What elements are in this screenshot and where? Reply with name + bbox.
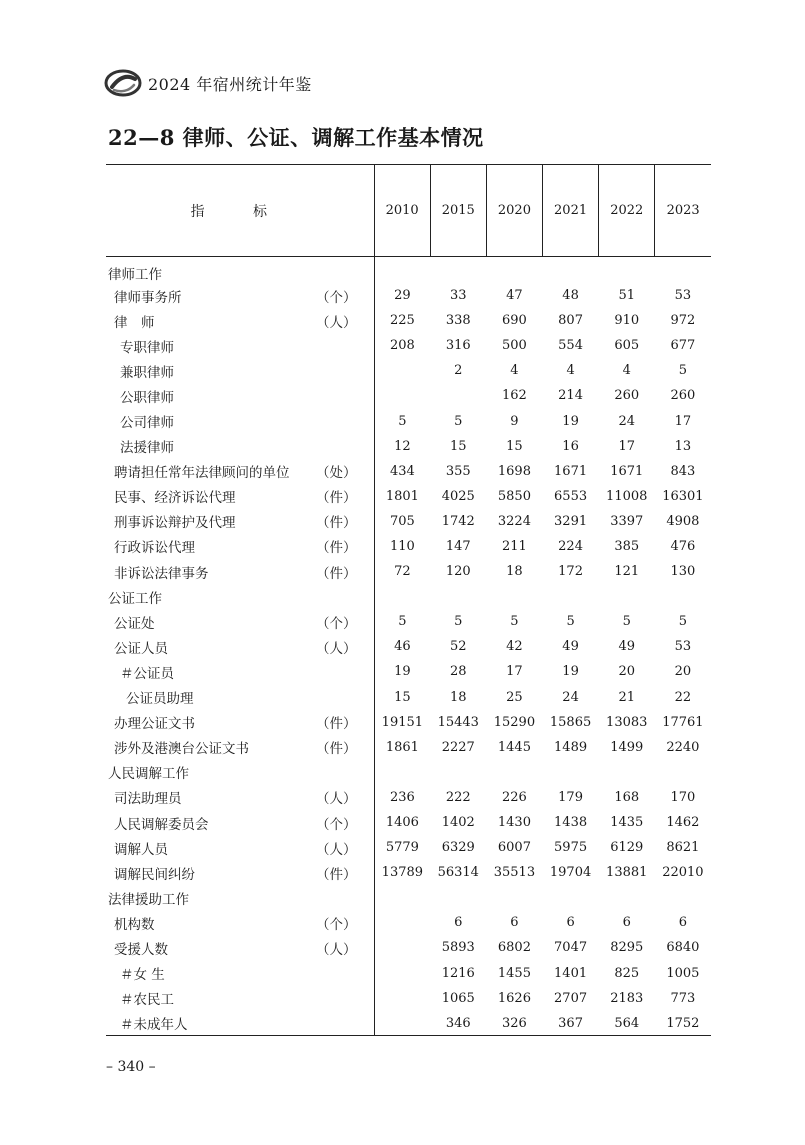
row-unit [314,685,374,710]
row-label: 法援律师 [120,440,174,457]
table-cell [655,885,711,910]
table-cell [543,885,599,910]
indicator-column-header: 指 标 [106,165,374,257]
yearbook-logo-icon [104,68,142,98]
row-unit: （人） [316,841,357,858]
row-unit [314,659,374,684]
table-cell: 476 [670,538,696,554]
table-cell: 13881 [606,865,648,881]
table-cell: 1698 [497,463,531,479]
row-label: 律师事务所 [114,289,182,306]
row-unit: （件） [316,716,357,733]
table-cell: 18 [449,689,467,705]
table-cell: 564 [599,1011,655,1036]
table-cell [430,257,486,284]
table-row [106,986,711,1011]
table-cell: 1752 [655,1011,711,1036]
table-cell [655,760,711,785]
row-label: 聘请担任常年法律顾问的单位 [114,465,290,482]
row-unit [314,986,374,1011]
table-cell: 972 [670,313,696,329]
row-label: ＃公证员 [120,665,174,682]
table-cell [430,383,486,408]
row-unit [314,1011,374,1036]
table-body [106,257,711,1036]
table-cell: 4908 [666,513,700,529]
table-cell: 1438 [554,815,588,831]
row-label: ＃女 生 [120,967,165,984]
table-row [106,358,711,383]
row-unit [314,333,374,358]
table-row [106,961,711,986]
table-cell [374,910,430,935]
row-label: 律师工作 [108,267,162,283]
table-cell: 172 [558,564,583,580]
table-cell: 677 [670,338,696,354]
table-cell: 434 [374,459,430,484]
table-cell: 168 [614,789,640,805]
table-row [106,760,711,785]
table-cell: 5893 [441,940,475,956]
table-cell: 35513 [493,865,536,881]
table-cell: 53 [674,288,692,304]
table-cell: 326 [486,1011,542,1036]
table-cell: 346 [430,1011,486,1036]
table-cell: 19151 [374,710,430,735]
table-cell: 222 [445,789,471,805]
row-unit: （个） [316,615,357,632]
table-cell: 17 [506,664,523,680]
row-unit: （件） [316,515,357,532]
table-cell: 7047 [554,940,588,956]
row-label: 公证处 [114,615,155,632]
table-cell: 20 [618,664,635,680]
year-column-header: 2010 [374,165,430,257]
table-cell: 48 [562,288,579,304]
book-title: 2024 年宿州统计年鉴 [148,74,312,94]
table-cell: 1742 [441,513,475,529]
table-cell [486,584,542,609]
table-row [106,383,711,408]
row-label: 律 师 [114,314,155,331]
table-cell: 120 [445,564,471,580]
row-label: 人民调解委员会 [114,816,209,833]
table-cell: 5975 [554,840,588,856]
table-cell: 214 [558,388,583,404]
table-cell: 1402 [441,815,475,831]
table-cell [374,986,430,1011]
table-cell: 1861 [374,735,430,760]
table-row [106,559,711,584]
table-cell: 15443 [437,714,479,730]
table-cell: 2240 [666,739,700,755]
table-cell: 1401 [554,965,588,981]
row-label: 人民调解工作 [108,766,189,783]
table-cell: 18 [506,564,523,580]
table-cell: 226 [502,789,527,805]
row-label: 调解人员 [114,841,168,858]
table-cell: 5 [374,408,430,433]
table-cell: 179 [558,789,583,805]
table-cell: 19 [562,664,579,680]
table-row [106,935,711,960]
table-cell: 385 [614,538,640,554]
table-row [106,735,711,760]
table-cell: 316 [445,338,471,354]
row-label: 刑事诉讼辩护及代理 [114,515,236,532]
table-cell: 17 [618,438,635,454]
table-cell [374,1011,430,1036]
table-cell: 5 [678,363,688,379]
table-cell: 33 [449,288,467,304]
table-cell [599,257,655,284]
table-cell: 11008 [606,488,648,504]
table-cell: 5 [678,614,688,630]
row-unit: （件） [316,490,357,507]
table-cell: 2227 [441,739,475,755]
table-cell: 121 [614,564,640,580]
row-unit [314,961,374,986]
table-cell: 211 [502,538,527,554]
table-cell: 15865 [549,714,592,730]
table-cell [374,383,430,408]
row-label: 公职律师 [120,389,174,406]
table-cell: 5 [454,614,463,630]
table-cell [599,584,655,609]
table-cell: 17761 [662,714,704,730]
row-unit: （处） [316,465,357,482]
table-row [106,685,711,710]
row-unit: （个） [316,289,357,306]
table-cell: 162 [502,388,527,404]
table-cell: 29 [374,283,430,308]
table-cell: 15 [506,438,523,454]
table-row [106,710,711,735]
table-cell: 1455 [497,965,531,981]
table-cell: 4 [622,363,631,379]
row-label: 调解民间纠纷 [114,866,195,883]
table-header-row [106,165,711,257]
table-cell: 260 [670,388,696,404]
table-cell: 605 [614,338,640,354]
table-cell [374,935,430,960]
table-cell: 15290 [493,714,536,730]
row-unit: （人） [316,640,357,657]
table-row [106,484,711,509]
table-cell: 72 [374,559,430,584]
page-number: – 340 – [106,1059,156,1075]
table-row [106,885,711,910]
table-cell: 13789 [374,860,430,885]
table-cell: 843 [670,463,696,479]
row-unit [314,383,374,408]
table-cell: 1671 [554,463,588,479]
table-cell: 46 [374,634,430,659]
table-cell: 6329 [441,840,475,856]
year-column-header: 2021 [543,165,599,257]
table-cell [599,760,655,785]
table-cell: 1462 [666,815,700,831]
table-row [106,509,711,534]
table-cell: 5 [566,614,575,630]
table-cell: 3397 [610,513,644,529]
table-cell: 6840 [666,940,700,956]
table-cell: 56314 [437,865,479,881]
table-row [106,810,711,835]
table-cell: 1671 [610,463,644,479]
row-label: 受援人数 [114,941,168,958]
table-cell: 22 [674,689,692,705]
row-unit [314,760,374,785]
table-cell: 52 [449,639,467,655]
row-unit: （人） [316,314,357,331]
table-cell: 5 [622,614,631,630]
table-cell [374,257,430,284]
table-cell: 3291 [554,513,588,529]
row-unit [314,434,374,459]
table-cell: 110 [374,534,430,559]
table-cell: 1489 [554,739,588,755]
row-unit [314,358,374,383]
table-cell [374,961,430,986]
table-cell: 5850 [497,488,531,504]
table-cell [599,885,655,910]
row-unit: （件） [316,866,357,883]
table-cell: 147 [445,538,471,554]
table-cell [486,885,542,910]
year-column-header: 2023 [655,165,711,257]
table-cell: 1435 [610,815,644,831]
table-cell: 2707 [554,990,588,1006]
table-cell [374,885,430,910]
table-cell: 42 [506,639,523,655]
year-column-header: 2015 [430,165,486,257]
table-cell: 16 [562,438,579,454]
table-cell: 1065 [441,990,475,1006]
table-cell: 6 [622,915,631,931]
table-cell [655,584,711,609]
table-cell: 208 [374,333,430,358]
table-cell: 5 [454,413,463,429]
table-cell: 13083 [606,714,648,730]
table-cell: 500 [502,338,527,354]
table-cell: 5 [374,609,430,634]
table-cell: 690 [502,313,527,329]
row-label: ＃未成年人 [106,1011,314,1036]
table-cell: 4025 [441,488,475,504]
table-cell: 19 [374,659,430,684]
table-cell: 51 [618,288,635,304]
table-cell: 20 [674,664,692,680]
row-unit: （人） [316,941,357,958]
row-unit: （件） [316,565,357,582]
table-row [106,860,711,885]
row-label: ＃农民工 [120,992,174,1009]
table-row [106,534,711,559]
table-cell: 13 [674,438,692,454]
table-cell: 1216 [441,965,475,981]
row-unit [314,584,374,609]
table-row [106,308,711,333]
row-unit: （个） [316,816,357,833]
table-cell: 28 [449,664,467,680]
table-row [106,785,711,810]
table-row [106,1011,711,1036]
row-label: 公司律师 [120,415,174,432]
table-cell: 367 [543,1011,599,1036]
row-unit: （个） [316,916,357,933]
table-cell: 49 [562,639,579,655]
table-cell: 1005 [666,965,700,981]
table-cell [374,358,430,383]
row-label: 机构数 [114,916,155,933]
row-label: 非诉讼法律事务 [114,565,209,582]
table-cell [374,760,430,785]
row-label: 民事、经济诉讼代理 [114,490,236,507]
table-cell [430,584,486,609]
table-cell [374,584,430,609]
table-title: 22—8 律师、公证、调解工作基本情况 [108,125,484,150]
table-cell: 17 [674,413,692,429]
table-cell [655,257,711,284]
table-cell [486,760,542,785]
table-cell: 53 [674,639,692,655]
table-cell: 1499 [610,739,644,755]
table-row [106,584,711,609]
table-cell: 6 [454,915,463,931]
table-cell [486,257,542,284]
table-cell: 1626 [497,990,531,1006]
table-cell: 5779 [374,835,430,860]
table-cell: 4 [510,363,519,379]
running-header [104,66,344,100]
table-row [106,333,711,358]
table-cell: 6 [566,915,575,931]
table-cell: 8295 [610,940,644,956]
table-cell: 2183 [610,990,644,1006]
table-cell: 130 [670,564,696,580]
table-cell: 6 [510,915,519,931]
table-cell: 260 [614,388,640,404]
row-unit [314,408,374,433]
table-cell: 5 [510,614,519,630]
table-row [106,659,711,684]
table-cell: 6553 [554,488,588,504]
table-cell: 19704 [549,865,592,881]
table-cell [543,760,599,785]
table-row [106,283,711,308]
row-unit [314,885,374,910]
table-cell: 355 [445,463,471,479]
table-cell: 8621 [666,840,700,856]
table-row [106,257,711,284]
table-cell: 236 [374,785,430,810]
row-label: 涉外及港澳台公证文书 [114,741,249,758]
table-cell: 6802 [497,940,531,956]
row-label: 公证员助理 [126,691,194,708]
table-cell: 6 [678,915,688,931]
table-cell: 910 [614,313,640,329]
row-unit: （人） [316,791,357,808]
row-label: 司法助理员 [114,791,182,808]
table-cell: 25 [506,689,523,705]
statistics-table [106,164,711,1036]
table-cell: 1430 [497,815,531,831]
table-cell: 24 [562,689,579,705]
table-row [106,609,711,634]
table-cell: 15 [449,438,467,454]
row-unit: （件） [316,540,357,557]
table-row [106,835,711,860]
table-cell: 825 [614,965,640,981]
table-cell: 338 [445,313,471,329]
table-cell: 4 [566,363,575,379]
table-cell: 9 [510,413,519,429]
row-unit [314,257,374,284]
table-cell [430,760,486,785]
table-cell: 21 [618,689,635,705]
table-cell: 49 [618,639,635,655]
table-cell: 22010 [662,865,704,881]
table-cell: 24 [618,413,635,429]
table-cell [543,584,599,609]
table-row [106,408,711,433]
table-cell: 6129 [610,840,644,856]
table-cell: 6007 [497,840,531,856]
year-column-header: 2020 [486,165,542,257]
row-label: 专职律师 [120,339,174,356]
row-unit: （件） [316,741,357,758]
table-cell: 705 [374,509,430,534]
table-cell: 807 [558,313,583,329]
table-cell: 19 [562,413,579,429]
row-label: 行政诉讼代理 [114,540,195,557]
table-row [106,459,711,484]
table-cell: 773 [670,990,696,1006]
table-cell: 225 [374,308,430,333]
table-row [106,910,711,935]
table-cell [543,257,599,284]
row-label: 办理公证文书 [114,716,195,733]
table-cell: 15 [374,685,430,710]
row-label: 法律援助工作 [108,891,189,908]
row-label: 兼职律师 [120,364,174,381]
table-cell: 554 [558,338,583,354]
table-cell: 170 [670,789,696,805]
row-label: 公证工作 [108,590,162,607]
table-cell [430,885,486,910]
year-column-header: 2022 [599,165,655,257]
row-label: 公证人员 [114,640,168,657]
table-row [106,634,711,659]
table-cell: 1406 [374,810,430,835]
table-cell: 2 [454,363,463,379]
table-cell: 3224 [497,513,531,529]
table-row [106,434,711,459]
table-cell: 1801 [374,484,430,509]
table-cell: 12 [374,434,430,459]
table-cell: 16301 [662,488,704,504]
table-cell: 47 [506,288,523,304]
table-cell: 1445 [497,739,531,755]
table-cell: 224 [558,538,583,554]
